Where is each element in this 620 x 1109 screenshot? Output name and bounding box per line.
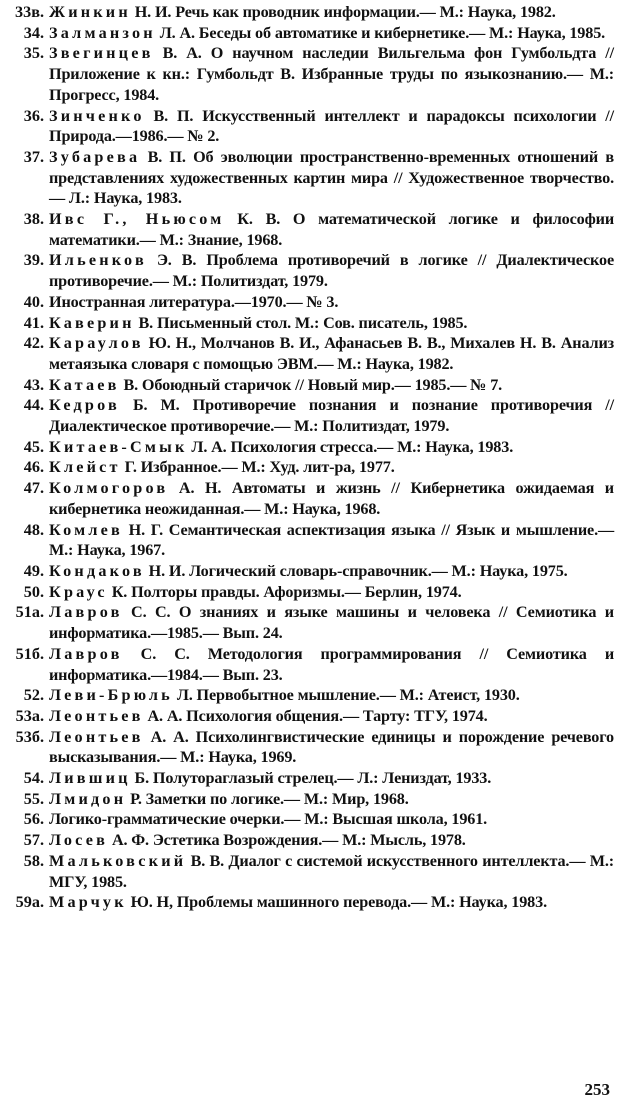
- bibliography-list: [0, 2, 614, 913]
- entry-number: 49.: [23, 561, 44, 580]
- entry-number: 45.: [23, 437, 44, 456]
- entry-text: [44, 2, 614, 23]
- entry-citation: С. С. О знаниях и языке машины и человека // Семиотика и информатика.—1985.— Вып. 24.: [49, 603, 614, 643]
- entry-text: [44, 582, 614, 603]
- entry-citation: А. А. Психолингвистические единицы и порождение речевого высказывания.— М.: Наука, 1969.: [49, 727, 614, 767]
- entry-author: Китаев-Смык: [49, 437, 188, 456]
- entry-text: [44, 106, 614, 147]
- entry-text: [44, 43, 614, 105]
- entry-text: [44, 478, 614, 519]
- entry-citation: Н. Г. Семантическая аспектизация языка // Язык и мышление.— М.: Наука, 1967.: [49, 520, 614, 560]
- entry-text: [44, 830, 614, 851]
- entry-text: [44, 561, 614, 582]
- entry-number: 55.: [23, 789, 44, 808]
- entry-citation: Б. М. Противоречие познания и познание противоречия // Диалектическое противоречие.— М.: Политиздат, 1979.: [49, 396, 614, 436]
- entry-citation: В. П. Об эволюции пространственно-временных отношений в представлениях художественных картин мира // Художественное творчество.— Л.: Наука, 1983.: [49, 147, 614, 208]
- entry-author: Лившиц: [49, 769, 131, 788]
- entry-author: Леонтьев: [49, 706, 144, 725]
- bibliography-entry: [0, 851, 614, 892]
- entry-text: [44, 789, 614, 810]
- bibliography-entry: [0, 685, 614, 706]
- bibliography-entry: [0, 23, 614, 44]
- entry-text: [44, 147, 614, 209]
- entry-number: 33в.: [15, 3, 44, 21]
- entry-citation: Н. И. Логический словарь-справочник.— М.: Наука, 1975.: [144, 561, 568, 580]
- entry-citation: Ю. Н., Молчанов В. И., Афанасьев В. В., Михалев Н. В. Анализ метаязыка словаря с помощью ЭВМ.— М.: Наука, 1982.: [49, 334, 614, 373]
- entry-author: Ивс Г., Ньюсом: [49, 210, 225, 229]
- entry-citation: В. А. О научном наследии Вильгельма фон Гумбольдта // Приложение к кн.: Гумбольдт В. Избранные труды по языкознанию.— М.: Прогресс, 1984.: [49, 44, 614, 104]
- bibliography-entry: [0, 457, 614, 478]
- entry-text: [44, 644, 614, 685]
- entry-text: [44, 768, 614, 789]
- entry-number: 40.: [23, 292, 44, 311]
- entry-number: 43.: [23, 375, 44, 394]
- entry-author: Леонтьев: [49, 727, 144, 746]
- entry-author: Марчук: [49, 893, 127, 912]
- entry-citation: К. Полторы правды. Афоризмы.— Берлин, 1974.: [107, 582, 462, 601]
- entry-author: Зинченко: [49, 106, 145, 125]
- bibliography-entry: [0, 830, 614, 851]
- entry-author: Зубарева: [49, 147, 141, 166]
- entry-number: 52.: [23, 686, 44, 705]
- bibliography-entry: [0, 375, 614, 396]
- entry-citation: А. Ф. Эстетика Возрождения.— М.: Мысль, 1978.: [108, 831, 466, 850]
- bibliography-entry: [0, 43, 614, 105]
- entry-number: 42.: [23, 334, 44, 353]
- entry-author: Кедров: [49, 396, 120, 415]
- entry-author: Звегинцев: [49, 44, 154, 63]
- entry-author: Лавров: [49, 603, 123, 622]
- bibliography-entry: [0, 582, 614, 603]
- entry-number: 57.: [23, 831, 44, 850]
- bibliography-entry: [0, 209, 614, 250]
- entry-author: Леви-Брюль: [49, 686, 173, 705]
- entry-text: [44, 520, 614, 561]
- entry-citation: С. С. Методология программирования // Семиотика и информатика.—1984.— Вып. 23.: [49, 644, 614, 684]
- entry-author: Лосев: [49, 831, 109, 850]
- entry-text: [44, 395, 614, 436]
- entry-number: 59а.: [15, 893, 44, 912]
- entry-author: Каверин: [49, 313, 135, 332]
- entry-number: 58.: [23, 851, 44, 870]
- entry-text: [44, 333, 614, 374]
- bibliography-entry: [0, 602, 614, 643]
- bibliography-entry: [0, 2, 614, 23]
- entry-citation: Л. А. Беседы об автоматике и кибернетике.— М.: Наука, 1985.: [155, 23, 606, 42]
- entry-author: Жинкин: [49, 3, 131, 21]
- entry-text: [44, 685, 614, 706]
- entry-citation: Иностранная литература.—1970.— № 3.: [49, 292, 339, 311]
- bibliography-entry: [0, 892, 614, 913]
- entry-number: 53а.: [15, 706, 44, 725]
- entry-text: [44, 209, 614, 250]
- entry-citation: А. А. Психология общения.— Тарту: ТГУ, 1974.: [143, 706, 488, 725]
- entry-text: [44, 250, 614, 291]
- entry-citation: Ю. Н, Проблемы машинного перевода.— М.: Наука, 1983.: [126, 893, 547, 912]
- entry-citation: К. В. О математической логике и философии математики.— М.: Знание, 1968.: [49, 210, 614, 249]
- bibliography-entry: [0, 250, 614, 291]
- entry-author: Ильенков: [49, 251, 147, 270]
- entry-author: Залманзон: [49, 23, 156, 42]
- entry-citation: Б. Полутораглазый стрелец.— Л.: Лениздат, 1933.: [130, 769, 492, 788]
- entry-citation: Л. Первобытное мышление.— М.: Атеист, 1930.: [172, 686, 520, 705]
- entry-citation: В. П. Искусственный интеллект и парадоксы психологии // Природа.—1986.— № 2.: [49, 106, 614, 146]
- entry-author: Комлев: [49, 520, 123, 539]
- entry-author: Лавров: [49, 644, 123, 663]
- entry-number: 36.: [23, 106, 44, 125]
- bibliography-entry: [0, 706, 614, 727]
- entry-citation: Э. В. Проблема противоречий в логике // Диалектическое противоречие.— М.: Политиздат, 1979.: [49, 251, 614, 291]
- entry-text: [44, 727, 614, 768]
- entry-text: [44, 809, 614, 830]
- entry-author: Колмогоров: [49, 479, 169, 498]
- entry-number: 38.: [23, 210, 44, 229]
- bibliography-entry: [0, 313, 614, 334]
- entry-author: Мальковский: [49, 851, 187, 870]
- entry-author: Кондаков: [49, 561, 145, 580]
- entry-number: 39.: [23, 251, 44, 270]
- entry-number: 51а.: [15, 603, 44, 622]
- entry-citation: В. Обоюдный старичок // Новый мир.— 1985.— № 7.: [119, 375, 503, 394]
- entry-number: 35.: [23, 44, 44, 63]
- entry-text: [44, 313, 614, 334]
- entry-author: Клейст: [49, 458, 121, 477]
- entry-text: [44, 23, 614, 44]
- entry-author: Краус: [49, 582, 108, 601]
- entry-number: 37.: [23, 147, 44, 166]
- entry-text: [44, 602, 614, 643]
- entry-citation: Н. И. Речь как проводник информации.— М.: Наука, 1982.: [130, 3, 556, 21]
- bibliography-entry: [0, 292, 614, 313]
- entry-number: 46.: [23, 458, 44, 477]
- entry-citation: В. Письменный стол. М.: Сов. писатель, 1985.: [134, 313, 468, 332]
- entry-citation: А. Н. Автоматы и жизнь // Кибернетика ожидаемая и кибернетика неожиданная.— М.: Наука, 1968.: [49, 479, 614, 518]
- entry-text: [44, 892, 614, 913]
- entry-citation: Р. Заметки по логике.— М.: Мир, 1968.: [126, 789, 409, 808]
- entry-citation: Логико-грамматические очерки.— М.: Высшая школа, 1961.: [49, 810, 488, 829]
- bibliography-entry: [0, 789, 614, 810]
- entry-text: [44, 375, 614, 396]
- entry-number: 44.: [23, 396, 44, 415]
- entry-number: 51б.: [15, 644, 44, 663]
- entry-number: 48.: [23, 520, 44, 539]
- entry-citation: Г. Избранное.— М.: Худ. лит-ра, 1977.: [120, 458, 395, 477]
- bibliography-entry: [0, 561, 614, 582]
- entry-number: 56.: [23, 810, 44, 829]
- bibliography-entry: [0, 147, 614, 209]
- entry-author: Караулов: [49, 334, 144, 353]
- bibliography-entry: [0, 106, 614, 147]
- bibliography-entry: [0, 768, 614, 789]
- entry-text: [44, 437, 614, 458]
- entry-number: 41.: [23, 313, 44, 332]
- entry-text: [44, 292, 614, 313]
- bibliography-entry: [0, 644, 614, 685]
- bibliography-entry: [0, 333, 614, 374]
- bibliography-entry: [0, 437, 614, 458]
- bibliography-entry: [0, 520, 614, 561]
- bibliography-entry: [0, 727, 614, 768]
- entry-text: [44, 457, 614, 478]
- entry-number: 34.: [23, 23, 44, 42]
- entry-author: Лмидон: [49, 789, 127, 808]
- entry-number: 47.: [23, 479, 44, 498]
- page-number: 253: [584, 1080, 610, 1099]
- entry-citation: Л. А. Психология стресса.— М.: Наука, 1983.: [187, 437, 514, 456]
- bibliography-entry: [0, 478, 614, 519]
- entry-text: [44, 851, 614, 892]
- bibliography-entry: [0, 395, 614, 436]
- entry-citation: В. В. Диалог с системой искусственного интеллекта.— М.: МГУ, 1985.: [49, 851, 614, 891]
- entry-number: 50.: [23, 582, 44, 601]
- entry-number: 53б.: [15, 727, 44, 746]
- entry-author: Катаев: [49, 375, 120, 394]
- entry-text: [44, 706, 614, 727]
- entry-number: 54.: [23, 769, 44, 788]
- bibliography-entry: [0, 809, 614, 830]
